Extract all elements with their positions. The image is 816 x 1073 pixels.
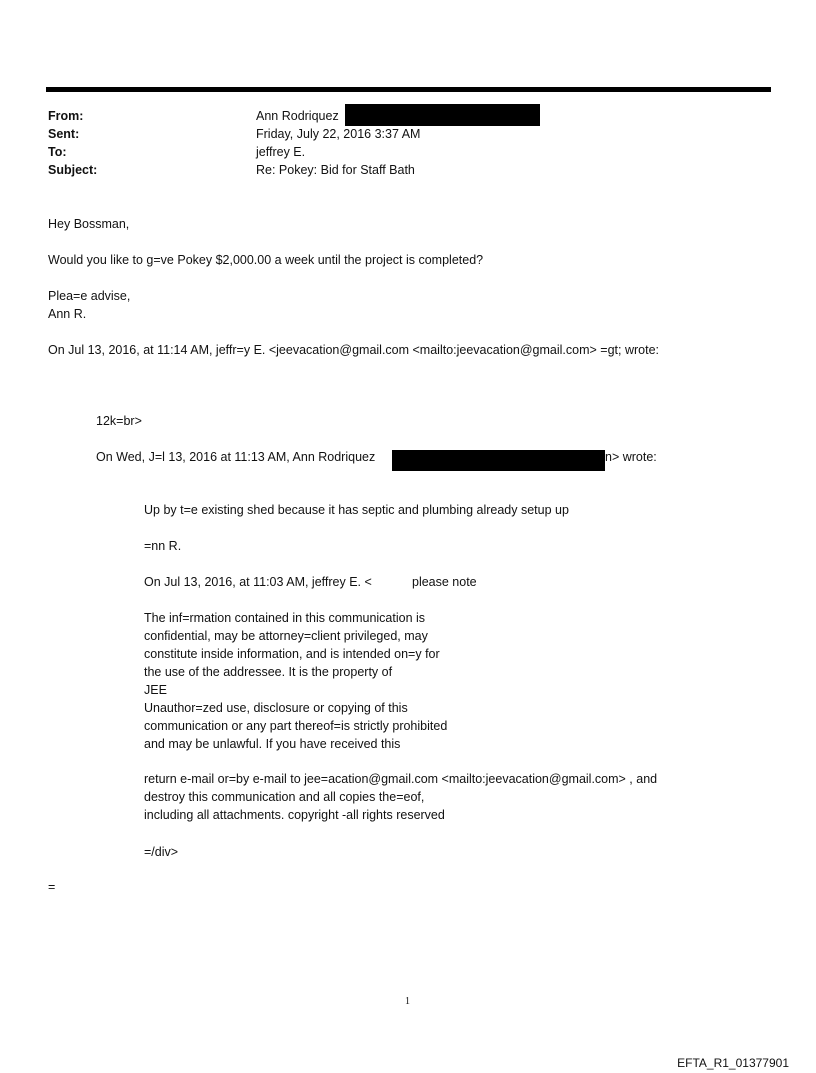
sent-value: Friday, July 22, 2016 3:37 AM (256, 127, 421, 141)
disclaimer-line: JEE (144, 683, 167, 697)
disclaimer-line: communication or any part thereof=is strictly prohibited (144, 719, 448, 733)
disclaimer-line: the use of the addressee. It is the property of (144, 665, 393, 679)
body-signoff-line-1: Plea=e advise, (48, 289, 131, 303)
disclaimer-line: The inf=rmation contained in this communication is (144, 611, 426, 625)
disclaimer-line: constitute inside information, and is intended on=y for (144, 647, 440, 661)
quote-1-header-suffix: n> wrote: (605, 450, 657, 464)
body-greeting: Hey Bossman, (48, 217, 130, 231)
to-label: To: (48, 145, 67, 159)
to-value: jeffrey E. (256, 145, 306, 159)
page-number: 1 (405, 996, 410, 1007)
quote-2-line: On Jul 13, 2016, at 11:03 AM, jeffrey E. < (144, 575, 372, 589)
quote-1-reply: 12k=br> (96, 414, 142, 428)
return-line: return e-mail or=by e-mail to jee=acation@gmail.com <mailto:jeevacation@gmail.com> , and (144, 772, 658, 786)
quote-2-line: Up by t=e existing shed because it has septic and plumbing already setup up (144, 503, 569, 517)
quote-1-header-prefix: On Wed, J=l 13, 2016 at 11:13 AM, Ann Rodriquez (96, 450, 376, 464)
subject-value: Re: Pokey: Bid for Staff Bath (256, 163, 415, 177)
disclaimer-line: and may be unlawful. If you have received this (144, 737, 401, 751)
return-line: including all attachments. copyright -all rights reserved (144, 808, 445, 822)
body-signoff-line-2: Ann R. (48, 307, 87, 321)
quote-2-line: =nn R. (144, 539, 182, 553)
body-question: Would you like to g=ve Pokey $2,000.00 a week until the project is completed? (48, 253, 484, 267)
trailing-char: = (48, 880, 56, 894)
document-id: EFTA_R1_01377901 (677, 1056, 789, 1070)
redaction-box (345, 104, 540, 126)
quote-2-line: please note (412, 575, 477, 589)
header-rule (46, 87, 771, 92)
disclaimer-line: Unauthor=zed use, disclosure or copying of this (144, 701, 408, 715)
from-label: From: (48, 109, 84, 123)
closing-tag: =/div> (144, 845, 179, 859)
redaction-box (392, 450, 605, 471)
sent-label: Sent: (48, 127, 80, 141)
from-value: Ann Rodriquez (256, 109, 339, 123)
subject-label: Subject: (48, 163, 98, 177)
disclaimer-line: confidential, may be attorney=client privileged, may (144, 629, 428, 643)
return-line: destroy this communication and all copies the=eof, (144, 790, 425, 804)
quote-header: On Jul 13, 2016, at 11:14 AM, jeffr=y E. <jeevacation@gmail.com <mailto:jeevacation@gmail.com> =gt; wrote: (48, 343, 659, 357)
